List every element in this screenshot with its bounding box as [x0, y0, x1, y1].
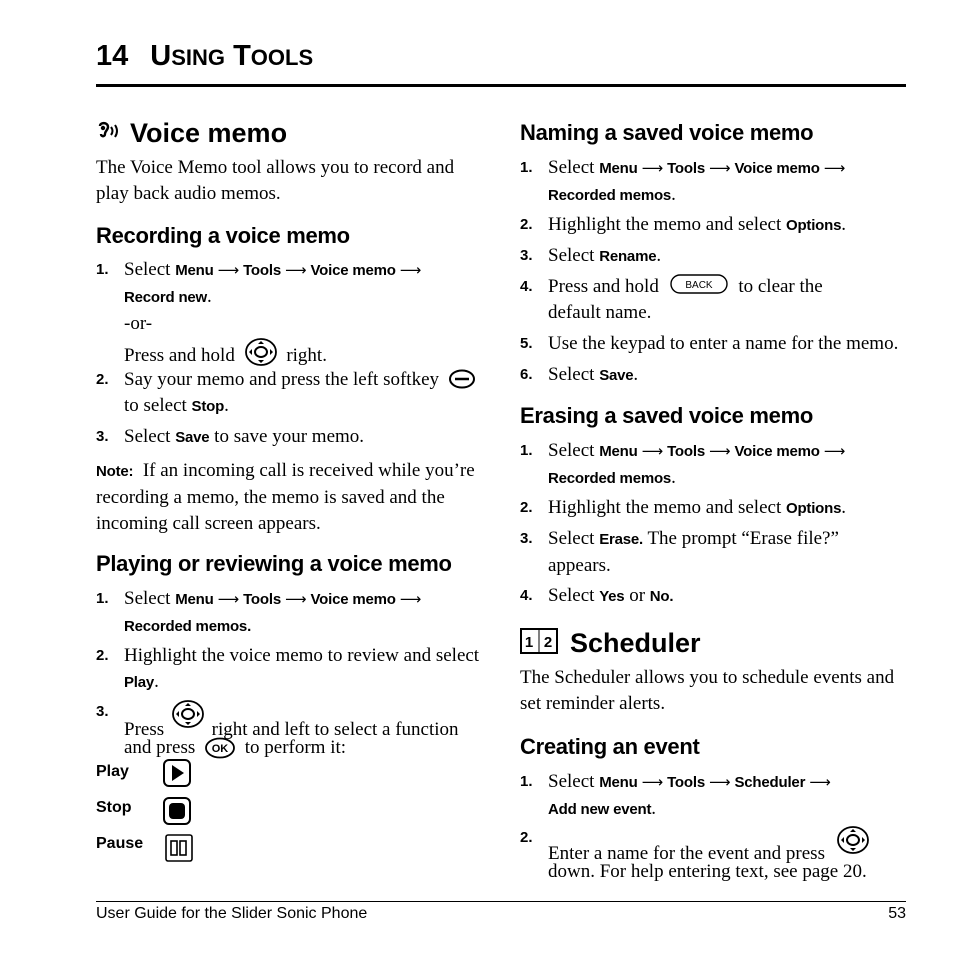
scheduler-keyword: Scheduler — [734, 774, 806, 791]
step-text: Select — [124, 588, 176, 609]
add-new-event-keyword: Add new event — [548, 801, 652, 818]
step-text: Select — [124, 259, 176, 280]
yes-keyword: Yes — [599, 588, 625, 605]
playing-heading: Playing or reviewing a voice memo — [96, 551, 452, 576]
arrow-icon: ⟶ — [217, 261, 240, 279]
intro-line: The Voice Memo tool allows you to record and — [96, 157, 455, 178]
intro-line: The Scheduler allows you to schedule events and — [520, 667, 895, 688]
step-number: 2. — [520, 829, 533, 846]
tools-keyword: Tools — [243, 262, 281, 279]
step-number: 1. — [96, 590, 109, 607]
step-text: The prompt “Erase file?” — [643, 528, 839, 549]
step-text: Press and hold — [124, 345, 235, 366]
chapter-number: 14 — [96, 40, 129, 72]
note-label: Note: — [96, 463, 134, 480]
recorded-memos-keyword: Recorded memos — [548, 187, 672, 204]
step-text: Select — [548, 585, 600, 606]
step-number: 6. — [520, 366, 533, 383]
save-keyword: Save — [175, 429, 210, 446]
tools-keyword: Tools — [667, 774, 705, 791]
arrow-icon: ⟶ — [641, 773, 664, 791]
step-text: down. For help entering text, see page 20. — [548, 861, 867, 882]
no-keyword: No. — [649, 588, 674, 605]
note-text: recording a memo, the memo is saved and the — [96, 487, 445, 508]
menu-keyword: Menu — [175, 591, 214, 608]
menu-keyword: Menu — [599, 160, 638, 177]
or-text: -or- — [124, 313, 153, 334]
intro-line: set reminder alerts. — [520, 693, 666, 714]
step-number: 2. — [96, 647, 109, 664]
footer-title: User Guide for the Slider Sonic Phone — [96, 905, 368, 922]
nav-key-icon — [244, 337, 278, 367]
play-icon — [162, 758, 192, 788]
step-text: Select — [548, 245, 600, 266]
step-text: Enter a name for the event and press — [548, 843, 825, 864]
play-keyword: Play — [124, 674, 155, 691]
creating-heading: Creating an event — [520, 734, 700, 759]
record-new-keyword: Record new — [124, 289, 208, 306]
tools-keyword: Tools — [667, 160, 705, 177]
arrow-icon: ⟶ — [708, 442, 731, 460]
step-text: Press — [124, 719, 165, 740]
control-label-pause: Pause — [96, 835, 144, 852]
options-keyword: Options — [785, 500, 842, 517]
header-rule — [96, 84, 906, 87]
scheduler-heading — [520, 627, 701, 659]
step-number: 2. — [520, 499, 533, 516]
step-number: 2. — [520, 216, 533, 233]
step-number: 3. — [520, 530, 533, 547]
voice-memo-keyword: Voice memo — [310, 591, 396, 608]
recorded-memos-keyword: Recorded memos. — [124, 618, 252, 635]
step-text: Use the keypad to enter a name for the memo. — [548, 333, 899, 354]
page-number: 53 — [888, 905, 906, 922]
step-text: Say your memo and press the left softkey — [124, 369, 440, 390]
arrow-icon: ⟶ — [823, 442, 846, 460]
scheduler-title: Scheduler — [570, 628, 701, 658]
naming-heading: Naming a saved voice memo — [520, 120, 814, 145]
step-text: right and left to select a function — [211, 719, 459, 740]
ok-key-label: OK — [211, 743, 229, 755]
arrow-icon: ⟶ — [399, 590, 422, 608]
voice-memo-intro — [96, 155, 454, 207]
step-text: appears. — [548, 555, 611, 576]
step-text: Select — [548, 771, 600, 792]
step-text: Select — [548, 528, 600, 549]
step-text: Select — [124, 426, 176, 447]
arrow-icon: ⟶ — [284, 590, 307, 608]
voice-memo-keyword: Voice memo — [734, 443, 820, 460]
recorded-memos-keyword: Recorded memos — [548, 470, 672, 487]
menu-keyword: Menu — [175, 262, 214, 279]
menu-keyword: Menu — [599, 774, 638, 791]
chapter-title-part: OOLS — [250, 45, 314, 70]
tools-keyword: Tools — [243, 591, 281, 608]
step-text: and press — [124, 737, 196, 758]
options-keyword: Options — [785, 217, 842, 234]
ok-key-icon — [204, 737, 236, 759]
voice-memo-keyword: Voice memo — [734, 160, 820, 177]
arrow-icon: ⟶ — [641, 159, 664, 177]
step-number: 5. — [520, 335, 533, 352]
chapter-title-part: SING — [171, 45, 226, 70]
note — [96, 458, 486, 537]
intro-line: play back audio memos. — [96, 183, 281, 204]
arrow-icon: ⟶ — [708, 773, 731, 791]
step-text: to perform it: — [244, 737, 347, 758]
back-key-icon — [670, 274, 728, 294]
step-text: Highlight the memo and select — [548, 497, 786, 518]
stop-keyword: Stop — [191, 398, 225, 415]
step-number: 3. — [96, 428, 109, 445]
pause-icon — [164, 833, 194, 863]
step-text: Press and hold — [548, 276, 659, 297]
arrow-icon: ⟶ — [641, 442, 664, 460]
step-number: 4. — [520, 278, 533, 295]
voice-memo-title: Voice memo — [130, 118, 288, 148]
save-keyword: Save — [599, 367, 634, 384]
step-text: Select — [548, 440, 600, 461]
arrow-icon: ⟶ — [284, 261, 307, 279]
control-label-stop: Stop — [96, 799, 132, 816]
left-softkey-icon — [448, 369, 476, 389]
step-number: 2. — [96, 371, 109, 388]
svg-text:1: 1 — [524, 634, 534, 651]
tools-keyword: Tools — [667, 443, 705, 460]
nav-key-icon — [171, 699, 205, 729]
step-number: 1. — [96, 261, 109, 278]
control-label-play: Play — [96, 763, 129, 780]
step-text: or — [624, 585, 650, 606]
footer-rule — [96, 901, 906, 902]
arrow-icon: ⟶ — [399, 261, 422, 279]
arrow-icon: ⟶ — [708, 159, 731, 177]
menu-keyword: Menu — [599, 443, 638, 460]
chapter-title-initial: T — [233, 40, 251, 72]
note-text: incoming call screen appears. — [96, 513, 321, 534]
step-text: right. — [286, 345, 327, 366]
voice-memo-icon — [96, 120, 122, 144]
erasing-heading: Erasing a saved voice memo — [520, 403, 814, 428]
step-text: to save your memo. — [209, 426, 365, 447]
back-key-label: BACK — [684, 280, 713, 291]
step-text: Select — [548, 364, 600, 385]
step-text: to select — [124, 395, 192, 416]
svg-text:2: 2 — [543, 634, 553, 651]
chapter-title — [96, 40, 313, 73]
step-text: Highlight the voice memo to review and select — [124, 645, 480, 666]
arrow-icon: ⟶ — [809, 773, 831, 791]
step-number: 4. — [520, 587, 533, 604]
scheduler-icon — [520, 627, 558, 655]
scheduler-intro — [520, 665, 894, 717]
step-text: Select — [548, 157, 600, 178]
chapter-title-initial: U — [150, 40, 172, 72]
voice-memo-heading — [96, 118, 287, 149]
note-text: If an incoming call is received while you’re — [142, 460, 475, 481]
step-number: 1. — [520, 773, 533, 790]
step-text: to clear the — [738, 276, 823, 297]
arrow-icon: ⟶ — [823, 159, 846, 177]
step-number: 1. — [520, 442, 533, 459]
erase-keyword: Erase. — [599, 531, 644, 548]
step-text: default name. — [548, 302, 652, 323]
step-number: 3. — [96, 703, 109, 720]
arrow-icon: ⟶ — [217, 590, 240, 608]
step-number: 3. — [520, 247, 533, 264]
nav-key-icon — [836, 825, 870, 855]
rename-keyword: Rename — [599, 248, 657, 265]
voice-memo-keyword: Voice memo — [310, 262, 396, 279]
step-number: 1. — [520, 159, 533, 176]
recording-heading: Recording a voice memo — [96, 223, 350, 248]
stop-icon — [162, 796, 192, 826]
step-text: Highlight the memo and select — [548, 214, 786, 235]
